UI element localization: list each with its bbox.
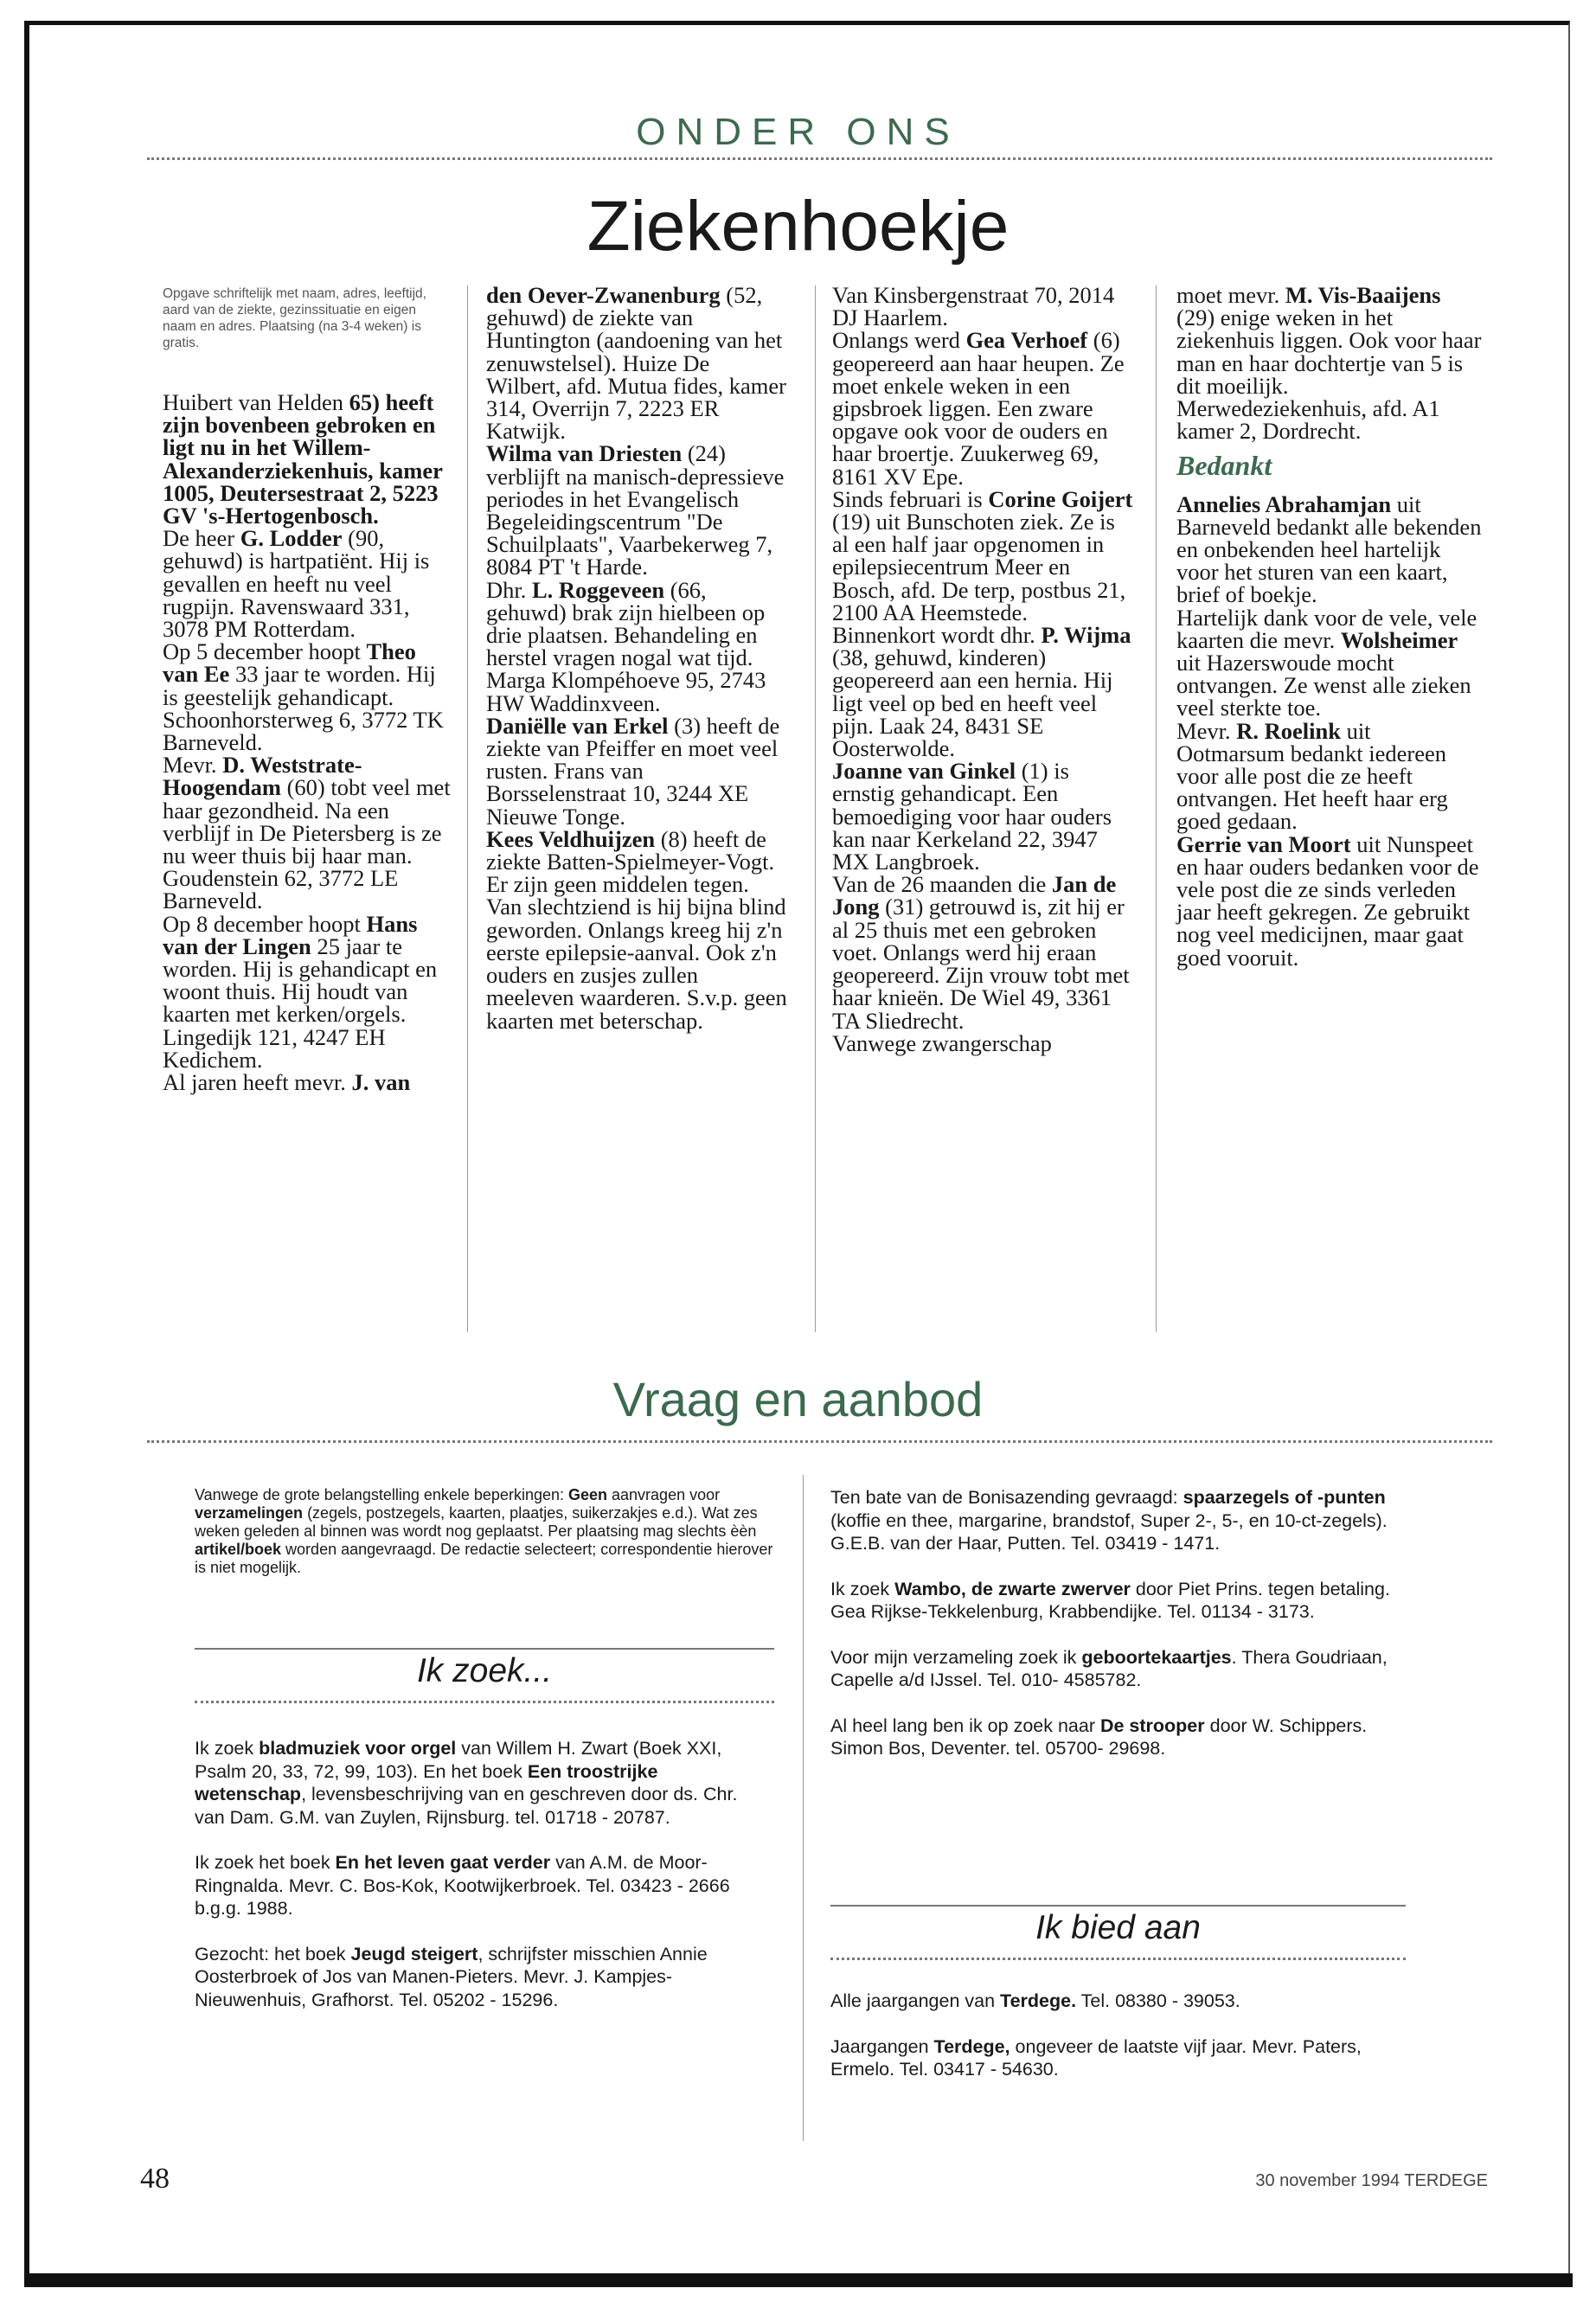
text-run: Van Kinsbergenstraat 70, 2014 DJ Haarlem.	[832, 282, 1115, 331]
text-run: Dhr.	[486, 576, 532, 603]
paragraph	[195, 1737, 766, 1829]
bold-name: verzamelingen	[195, 1504, 304, 1522]
bold-name: Corine Goijert	[988, 485, 1133, 512]
text-run: Jaargangen	[830, 2035, 934, 2057]
paragraph	[830, 1646, 1410, 1692]
paragraph	[832, 284, 1135, 329]
text-run: Ten bate van de Bonisazending gevraagd:	[830, 1487, 1183, 1508]
text-run: De heer	[163, 525, 240, 552]
paragraph	[830, 1715, 1410, 1760]
right-ads	[830, 1486, 1410, 1783]
text-run: (60) tobt veel met haar gezondheid. Na een verblijf in De Pietersberg is ze nu weer thuis bij haar man. Goudenstein 62, 3772 LE Barneveld.	[163, 774, 451, 914]
text-run: Vanwege zwangerschap	[832, 1029, 1052, 1056]
text-run: van Willem H. Zwart (Boek XXI, Psalm 20, 33, 72, 99, 103). En het boek	[195, 1738, 722, 1782]
text-run: door Piet Prins. tegen betaling. Gea Rijkse-Tekkelenburg, Krabbendijke. Tel. 01134 - 3173.	[830, 1578, 1390, 1622]
text-run: Tel. 08380 - 39053.	[1076, 1990, 1240, 2011]
paragraph	[832, 624, 1135, 760]
text-run: Onlangs werd	[832, 327, 966, 354]
text-run: door W. Schippers. Simon Bos, Deventer. tel. 05700- 29698.	[830, 1715, 1368, 1759]
text-run: 33 jaar te worden. Hij is geestelijk gehandicapt. Schoonhorsterweg 6, 3772 TK Barneveld.	[163, 661, 444, 756]
text-run: (koffie en thee, margarine, brandstof, Super 2-, 5-, en 10-ct-zegels). G.E.B. van der Haar, Putten. Tel. 03419 - 1471.	[830, 1509, 1388, 1554]
paragraph	[195, 1943, 766, 2012]
paragraph	[163, 1069, 457, 1096]
text-run: Op 8 december hoopt	[163, 910, 367, 937]
text-run: (90, gehuwd) is hartpatiënt. Hij is gevallen en heeft nu veel rugpijn. Ravenswaard 331, 3078 PM Rotterdam.	[163, 525, 430, 643]
paragraph	[832, 1029, 1135, 1056]
text-run: Voor mijn verzameling zoek ik	[830, 1646, 1082, 1668]
text-run: Ik zoek het boek	[195, 1852, 336, 1873]
bold-name: geboortekaartjes	[1081, 1646, 1232, 1668]
section-kicker: ONDER ONS	[636, 111, 960, 153]
text-run: uit Nunspeet en haar ouders bedanken voor de vele post die ze sinds verleden jaar heeft gekregen. Ze gebruikt nog veel medicijnen, maar gaat goed vooruit.	[1176, 830, 1479, 971]
text-run: Al jaren heeft mevr.	[163, 1069, 352, 1096]
paragraph	[1176, 490, 1484, 608]
paragraph	[1176, 717, 1484, 835]
bold-name: Kees Veldhuijzen	[486, 825, 656, 852]
column-rule	[803, 1475, 804, 2141]
bold-name: De strooper	[1099, 1715, 1205, 1736]
bold-name: Annelies Abrahamjan	[1176, 490, 1392, 517]
paragraph	[832, 760, 1135, 873]
text-run: Ik zoek	[195, 1738, 260, 1759]
paragraph	[195, 1851, 766, 1920]
text-run: aanvragen voor	[607, 1486, 721, 1503]
notice	[195, 1486, 774, 1577]
text-run: , schrijfster misschien Annie Oosterbroek of Jos van Manen-Pieters. Mevr. J. Kampjes-Nieuwenhuis, Grafhorst. Tel. 05202 - 15296.	[195, 1943, 708, 2010]
paragraph	[163, 910, 457, 1073]
bold-name: D. Weststrate-Hoogendam	[163, 752, 362, 801]
text-run: Mevr.	[163, 752, 223, 779]
text-run: worden aangevraagd. De redactie selecteert; correspondentie hierover is niet mogelijk.	[195, 1541, 773, 1576]
paragraph	[830, 2035, 1410, 2081]
bold-name: Hans van der Lingen	[163, 910, 418, 959]
text-run: (24) verblijft na manisch-depressieve periodes in het Evangelisch Begeleidingscentrum "De Schuilplaats", Vaarbekerweg 7, 8084 PT 't Harde.	[486, 440, 785, 580]
text-run: Gezocht: het boek	[195, 1943, 351, 1965]
text-run: (3) heeft de ziekte van Pfeiffer en moet veel rusten. Frans van Borsselenstraat 10, 3244 XE Nieuwe Tonge.	[486, 712, 780, 830]
text-run: Al heel lang ben ik op zoek naar	[830, 1715, 1100, 1736]
text-run: Op 5 december hoopt	[163, 638, 367, 665]
bold-name: spaarzegels of -punten	[1183, 1487, 1386, 1508]
paragraph	[486, 442, 789, 578]
text-run: (1) is ernstig gehandicapt. Een bemoediging voor haar ouders kan naar Kerkeland 22, 3947 MX Langbroek.	[832, 758, 1112, 875]
paragraph	[832, 485, 1135, 625]
paragraph	[1176, 830, 1484, 971]
paragraph	[486, 712, 789, 830]
bold-name: 65) heeft zijn bovenbeen gebroken en ligt nu in het Willem-Alexanderziekenhuis, kamer 1005, Deutersestraat 2, 5223 GV 's-Hertogenbosch.	[163, 389, 443, 529]
intro-note: Opgave schriftelijk met naam, adres, leeftijd, aard van de ziekte, gezinssituatie en eigen naam en adres. Plaatsing (na 3-4 weken) is gratis.	[163, 286, 426, 350]
text-run: Huibert van Helden	[163, 389, 343, 415]
section-title: Vraag en aanbod	[612, 1372, 984, 1426]
bold-name: Jan de Jong	[832, 871, 1117, 920]
bold-name: P. Wijma	[1041, 622, 1131, 649]
ik-bied-aan-heading: Ik bied aan	[1035, 1909, 1201, 1946]
text-run: . Thera Goudriaan, Capelle a/d IJssel. Tel. 010- 4585782.	[830, 1646, 1388, 1690]
bold-name: Gerrie van Moort	[1176, 830, 1351, 857]
bold-name: artikel/boek	[195, 1541, 282, 1558]
article-column-3	[832, 284, 1135, 1054]
text-run: (29) enige weken in het ziekenhuis liggen. Ook voor haar man en haar dochtertje van 5 is dit moeilijk. Merwedeziekenhuis, afd. A1 kamer 2, Dordrecht.	[1176, 304, 1482, 445]
article-column-1	[163, 389, 457, 1096]
paragraph	[195, 1486, 774, 1577]
text-run: Sinds februari is	[832, 485, 989, 512]
ik-zoek-heading: Ik zoek...	[416, 1652, 553, 1689]
bold-name: Jeugd steigert	[350, 1943, 478, 1965]
bold-name: Joanne van Ginkel	[832, 758, 1016, 785]
divider	[147, 157, 1492, 160]
text-run: 25 jaar te worden. Hij is gehandicapt en woont thuis. Hij houdt van kaarten met kerken/orgels. Lingedijk 121, 4247 EH Kedichem.	[163, 933, 438, 1073]
paragraph	[832, 871, 1135, 1034]
text-run: (zegels, postzegels, kaarten, plaatjes, suikerzakjes e.d.). Wat zes weken geleden al binnen was wordt nog geplaatst. Per plaatsing mag slechts èèn	[195, 1504, 758, 1540]
divider	[195, 1648, 774, 1650]
text-run: Binnenkort wordt dhr.	[832, 622, 1042, 649]
bold-name: Een troostrijke wetenschap	[195, 1760, 658, 1804]
text-run: (6) geopereerd aan haar heupen. Ze moet enkele weken in een gipsbroek liggen. Een zware opgave ook voor de ouders en haar broertje. Zuukerweg 69, 8161 XV Epe.	[832, 327, 1125, 490]
column-rule	[467, 285, 468, 1332]
text-run: , levensbeschrijving van en geschreven door ds. Chr. van Dam. G.M. van Zuylen, Rijnsburg. tel. 01718 - 20787.	[195, 1784, 738, 1828]
page-frame-bottom	[24, 2273, 1573, 2287]
text-run: (19) uit Bunschoten ziek. Ze is al een half jaar opgenomen in epilepsiecentrum Meer en Bosch, afd. De terp, postbus 21, 2100 AA Heemstede.	[832, 509, 1126, 625]
divider	[830, 1958, 1406, 1960]
paragraph	[163, 391, 457, 527]
paragraph	[486, 825, 789, 1034]
bedankt-heading: Bedankt	[1176, 450, 1272, 482]
issue-footer: 30 november 1994 TERDEGE	[1255, 2171, 1488, 2190]
article-column-4	[1176, 284, 1484, 969]
column-rule	[815, 285, 816, 1332]
offer-ads	[830, 1990, 1410, 2104]
page-title: Ziekenhoekje	[586, 187, 1010, 266]
text-run: (52, gehuwd) de ziekte van Huntington (aandoening van het zenuwstelsel). Huize De Wilbert, afd. Mutua fides, kamer 314, Overrijn 7, 2223 ER Katwijk.	[486, 282, 786, 445]
page-number: 48	[140, 2163, 170, 2195]
divider	[147, 1440, 1492, 1443]
paragraph	[486, 282, 789, 445]
text-run: (38, gehuwd, kinderen) geopereerd aan een hernia. Hij ligt veel op bed en heeft veel pijn. Laak 24, 8431 SE Oosterwolde.	[832, 644, 1113, 762]
bold-name: Terdege,	[933, 2035, 1010, 2057]
text-run: (31) getrouwd is, zit hij er al 25 thuis met een gebroken voet. Onlangs werd hij eraan geopereerd. Zijn vrouw tobt met haar knieën. De Wiel 49, 3361 TA Sliedrecht.	[832, 894, 1130, 1034]
bold-name: M. Vis-Baaijens	[1285, 282, 1441, 308]
paragraph	[830, 1486, 1410, 1555]
bold-name: G. Lodder	[240, 525, 343, 552]
text-run: Mevr.	[1176, 717, 1237, 744]
paragraph	[1176, 282, 1484, 445]
bold-name: L. Roggeveen	[532, 576, 665, 603]
text-run: Ik zoek	[830, 1578, 895, 1599]
text-run: (66, gehuwd) brak zijn hielbeen op drie plaatsen. Behandeling en herstel vragen nogal wat tijd. Marga Klompéhoeve 95, 2743 HW Waddinxveen.	[486, 576, 766, 716]
paragraph	[163, 753, 457, 912]
divider	[830, 1905, 1406, 1907]
text-run: Alle jaargangen van	[830, 1990, 1001, 2011]
bold-name: R. Roelink	[1236, 717, 1341, 744]
bold-name: Wolsheimer	[1340, 626, 1458, 653]
bold-name: En het leven gaat verder	[335, 1852, 551, 1873]
divider	[195, 1701, 774, 1703]
text-run: uit Hazerswoude mocht ontvangen. Ze wenst alle zieken veel sterkte toe.	[1176, 650, 1471, 721]
text-run: Hartelijk dank voor de vele, vele kaarten die mevr.	[1176, 604, 1477, 653]
bold-name: J. van	[351, 1069, 411, 1096]
paragraph	[832, 327, 1135, 490]
bold-name: Daniëlle van Erkel	[486, 712, 669, 739]
paragraph	[163, 638, 457, 756]
bold-name: Gea Verhoef	[965, 327, 1088, 354]
bold-name: Wilma van Driesten	[486, 440, 683, 467]
left-ads	[195, 1737, 766, 2034]
text-run: (8) heeft de ziekte Batten-Spielmeyer-Vogt. Er zijn geen middelen tegen. Van slechtziend is hij bijna blind geworden. Onlangs kreeg hij z'n eerste epilepsie-aanval. Ook z'n ouders en zusjes zullen meeleven waarderen. S.v.p. geen kaarten met beterschap.	[486, 825, 787, 1034]
article-column-2	[486, 284, 789, 1032]
text-run: uit Barneveld bedankt alle bekenden en onbekenden heel hartelijk voor het sturen van een kaart, brief of boekje.	[1176, 490, 1482, 608]
paragraph	[830, 1990, 1410, 2013]
bold-name: Theo van Ee	[163, 638, 416, 688]
bold-name: bladmuziek voor orgel	[259, 1738, 457, 1759]
bold-name: den Oever-Zwanenburg	[486, 282, 721, 308]
bold-name: Wambo, de zwarte zwerver	[894, 1578, 1131, 1599]
paragraph	[830, 1578, 1410, 1624]
text-run: Vanwege de grote belangstelling enkele beperkingen:	[195, 1486, 568, 1503]
text-run: van A.M. de Moor-Ringnalda. Mevr. C. Bos-Kok, Kootwijkerbroek. Tel. 03423 - 2666 b.g.g. 1988.	[195, 1852, 730, 1919]
bold-name: Geen	[567, 1486, 608, 1503]
bold-name: Terdege.	[1000, 1990, 1077, 2011]
text-run: moet mevr.	[1176, 282, 1285, 308]
paragraph	[486, 576, 789, 716]
text-run: Van de 26 maanden die	[832, 871, 1052, 898]
paragraph	[1176, 606, 1484, 720]
text-run: ongeveer de laatste vijf jaar. Mevr. Paters, Ermelo. Tel. 03417 - 54630.	[830, 2035, 1362, 2080]
text-run: uit Ootmarsum bedankt iedereen voor alle post die ze heeft ontvangen. Het heeft haar erg goed gedaan.	[1176, 717, 1448, 835]
column-rule	[1156, 285, 1157, 1332]
paragraph	[163, 525, 457, 643]
